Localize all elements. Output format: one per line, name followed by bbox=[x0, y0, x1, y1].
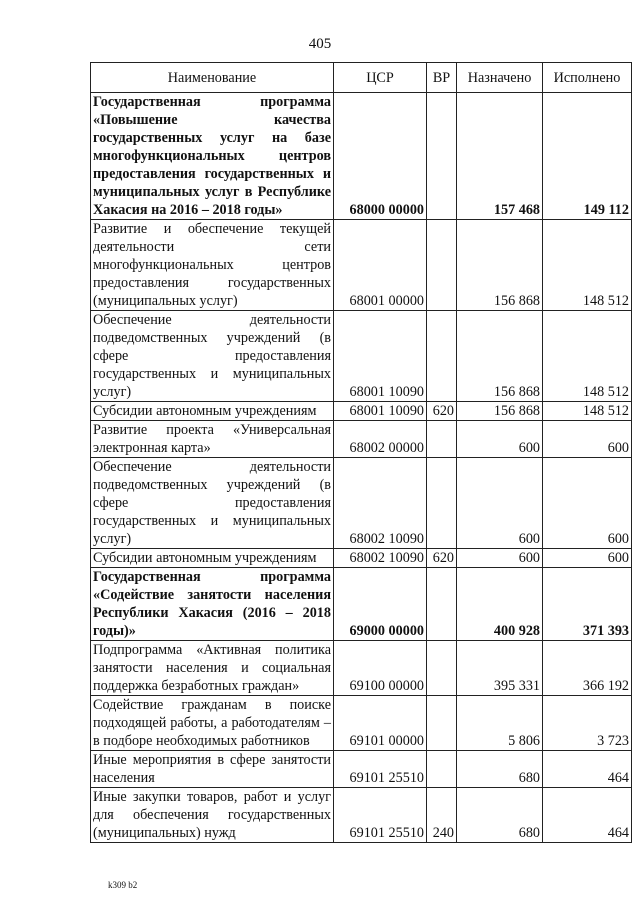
row-executed: 149 112 bbox=[543, 93, 632, 220]
table-row bbox=[91, 93, 632, 220]
row-name: Иные закупки товаров, работ и услуг для обеспечения государственных (муниципальных) нужд bbox=[91, 788, 334, 843]
table-row bbox=[91, 696, 632, 751]
row-assigned: 156 868 bbox=[457, 402, 543, 421]
row-executed: 371 393 bbox=[543, 568, 632, 641]
table-row bbox=[91, 751, 632, 788]
table-row bbox=[91, 549, 632, 568]
header-name: Наименование bbox=[91, 63, 334, 93]
budget-table bbox=[90, 62, 632, 843]
header-executed: Исполнено bbox=[543, 63, 632, 93]
footer-code: k309 b2 bbox=[108, 880, 138, 890]
table-row bbox=[91, 788, 632, 843]
row-executed: 600 bbox=[543, 421, 632, 458]
page-number: 405 bbox=[308, 36, 332, 52]
row-name: Содействие гражданам в поиске подходящей работы, а работодателям – в подборе необходимых работников bbox=[91, 696, 334, 751]
row-name: Подпрограмма «Активная политика занятости населения и социальная поддержка безработных граждан» bbox=[91, 641, 334, 696]
row-assigned: 156 868 bbox=[457, 220, 543, 311]
row-name: Субсидии автономным учреждениям bbox=[91, 402, 334, 421]
table-row bbox=[91, 220, 632, 311]
row-executed: 600 bbox=[543, 549, 632, 568]
row-assigned: 156 868 bbox=[457, 311, 543, 402]
row-csr: 68001 00000 bbox=[334, 220, 427, 311]
row-executed: 148 512 bbox=[543, 220, 632, 311]
row-name: Обеспечение деятельности подведомственных учреждений (в сфере предоставления государственных и муниципальных услуг) bbox=[91, 311, 334, 402]
row-vr bbox=[427, 458, 457, 549]
table-row bbox=[91, 641, 632, 696]
header-csr: ЦСР bbox=[334, 63, 427, 93]
row-vr: 240 bbox=[427, 788, 457, 843]
row-assigned: 600 bbox=[457, 458, 543, 549]
row-csr: 68001 10090 bbox=[334, 311, 427, 402]
row-name: Государственная программа «Повышение качества государственных услуг на базе многофункциональных центров предоставления государственных и муниципальных услуг в Республике Хакасия на 2016 – 2018 годы» bbox=[91, 93, 334, 220]
row-executed: 366 192 bbox=[543, 641, 632, 696]
row-vr: 620 bbox=[427, 549, 457, 568]
table-row bbox=[91, 458, 632, 549]
row-assigned: 5 806 bbox=[457, 696, 543, 751]
row-vr bbox=[427, 568, 457, 641]
row-name: Иные мероприятия в сфере занятости населения bbox=[91, 751, 334, 788]
row-assigned: 600 bbox=[457, 549, 543, 568]
row-assigned: 680 bbox=[457, 751, 543, 788]
row-csr: 68002 00000 bbox=[334, 421, 427, 458]
row-assigned: 680 bbox=[457, 788, 543, 843]
row-csr: 68002 10090 bbox=[334, 549, 427, 568]
header-assigned: Назначено bbox=[457, 63, 543, 93]
row-vr bbox=[427, 93, 457, 220]
row-assigned: 400 928 bbox=[457, 568, 543, 641]
row-vr bbox=[427, 421, 457, 458]
row-vr bbox=[427, 641, 457, 696]
table-row bbox=[91, 421, 632, 458]
row-name: Обеспечение деятельности подведомственных учреждений (в сфере предоставления государственных и муниципальных услуг) bbox=[91, 458, 334, 549]
row-name: Государственная программа «Содействие занятости населения Республики Хакасия (2016 – 2018 годы)» bbox=[91, 568, 334, 641]
row-csr: 68000 00000 bbox=[334, 93, 427, 220]
row-vr: 620 bbox=[427, 402, 457, 421]
row-vr bbox=[427, 311, 457, 402]
row-csr: 69101 25510 bbox=[334, 751, 427, 788]
row-csr: 69101 25510 bbox=[334, 788, 427, 843]
row-csr: 68002 10090 bbox=[334, 458, 427, 549]
row-csr: 69101 00000 bbox=[334, 696, 427, 751]
table-row bbox=[91, 568, 632, 641]
row-csr: 69000 00000 bbox=[334, 568, 427, 641]
row-executed: 600 bbox=[543, 458, 632, 549]
table-row bbox=[91, 402, 632, 421]
row-csr: 68001 10090 bbox=[334, 402, 427, 421]
table-header-row bbox=[91, 63, 632, 93]
header-vr: ВР bbox=[427, 63, 457, 93]
row-vr bbox=[427, 220, 457, 311]
row-vr bbox=[427, 696, 457, 751]
row-name: Субсидии автономным учреждениям bbox=[91, 549, 334, 568]
row-name: Развитие и обеспечение текущей деятельности сети многофункциональных центров предоставления государственных (муниципальных услуг) bbox=[91, 220, 334, 311]
row-executed: 464 bbox=[543, 751, 632, 788]
row-executed: 3 723 bbox=[543, 696, 632, 751]
row-vr bbox=[427, 751, 457, 788]
row-executed: 148 512 bbox=[543, 402, 632, 421]
row-assigned: 395 331 bbox=[457, 641, 543, 696]
table-row bbox=[91, 311, 632, 402]
row-assigned: 600 bbox=[457, 421, 543, 458]
row-executed: 148 512 bbox=[543, 311, 632, 402]
row-name: Развитие проекта «Универсальная электронная карта» bbox=[91, 421, 334, 458]
row-csr: 69100 00000 bbox=[334, 641, 427, 696]
row-assigned: 157 468 bbox=[457, 93, 543, 220]
row-executed: 464 bbox=[543, 788, 632, 843]
